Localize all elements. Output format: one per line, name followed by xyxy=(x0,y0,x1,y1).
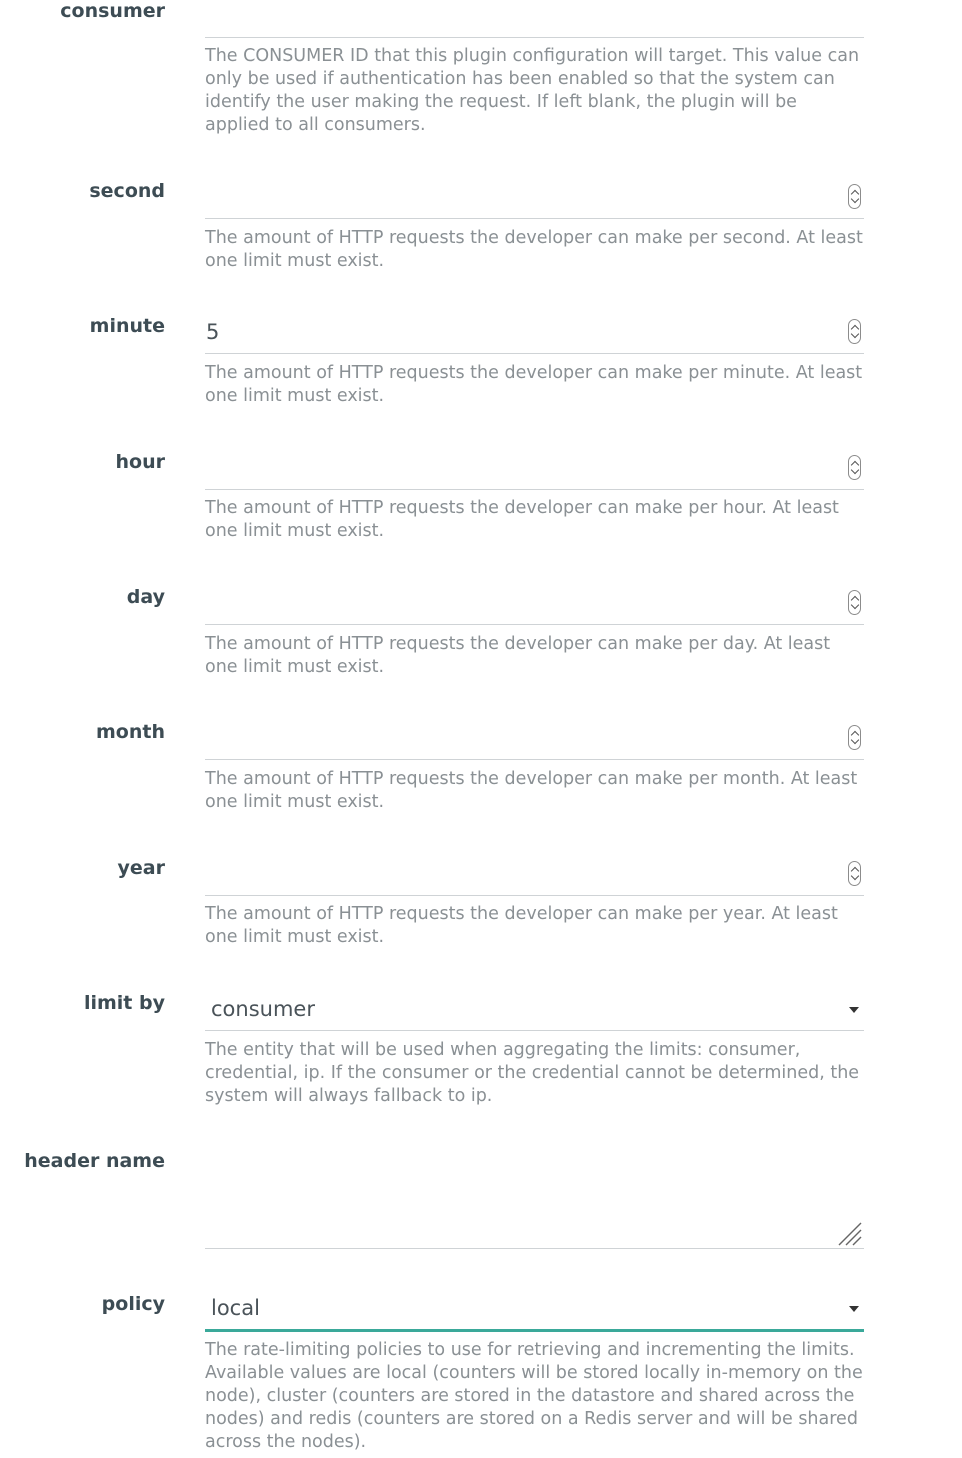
hour-spinner[interactable] xyxy=(848,455,861,480)
month-label: month xyxy=(96,721,165,743)
second-label: second xyxy=(89,180,165,202)
hour-input[interactable] xyxy=(205,443,864,490)
hour-label: hour xyxy=(115,451,165,473)
second-input[interactable] xyxy=(205,172,864,219)
caret-down-icon xyxy=(849,1007,859,1013)
policy-select[interactable] xyxy=(205,1284,864,1332)
consumer-label: consumer xyxy=(60,0,165,22)
chevron-down-icon xyxy=(851,601,859,609)
year-input[interactable] xyxy=(205,849,864,896)
year-help: The amount of HTTP requests the developer can make per year. At least one limit must exist. xyxy=(205,904,838,947)
header-name-label: header name xyxy=(24,1150,165,1172)
month-spinner[interactable] xyxy=(848,725,861,750)
second-spinner[interactable] xyxy=(848,184,861,209)
day-help: The amount of HTTP requests the developer can make per day. At least one limit must exist. xyxy=(205,634,831,677)
policy-help: The rate-limiting policies to use for retrieving and incrementing the limits. Available values are local (counters will be stored locally in-memory on the node), cluster (counters are stored in the datastore and shared across the nodes) and redis (counters are stored on a Redis server and will be shared across the nodes). xyxy=(205,1340,863,1452)
policy-label: policy xyxy=(101,1293,165,1315)
day-label: day xyxy=(126,586,165,608)
chevron-down-icon xyxy=(851,195,859,203)
limit-by-select[interactable] xyxy=(205,984,864,1031)
month-help: The amount of HTTP requests the developer can make per month. At least one limit must exist. xyxy=(205,769,858,812)
hour-help: The amount of HTTP requests the developer can make per hour. At least one limit must exist. xyxy=(205,498,839,541)
day-input[interactable] xyxy=(205,578,864,625)
limit-by-label: limit by xyxy=(83,992,165,1014)
year-spinner[interactable] xyxy=(848,861,861,886)
day-spinner[interactable] xyxy=(848,590,861,615)
minute-label: minute xyxy=(89,315,165,337)
header-name-textarea[interactable] xyxy=(205,1142,864,1249)
limit-by-help: The entity that will be used when aggregating the limits: consumer, credential, ip. If the consumer or the credential cannot be determined, the system will always fallback to ip. xyxy=(205,1040,860,1106)
resize-handle-icon[interactable] xyxy=(836,1220,862,1246)
limit-by-value: consumer xyxy=(211,997,315,1021)
chevron-down-icon xyxy=(851,736,859,744)
consumer-help: The CONSUMER ID that this plugin configuration will target. This value can only be used if authentication has been enabled so that the system can identify the user making the request. If left blank, the plugin will be applied to all consumers. xyxy=(205,46,860,135)
minute-value: 5 xyxy=(206,320,220,344)
chevron-down-icon xyxy=(851,330,859,338)
caret-down-icon xyxy=(849,1306,859,1312)
policy-value: local xyxy=(211,1296,260,1320)
month-input[interactable] xyxy=(205,713,864,760)
minute-help: The amount of HTTP requests the developer can make per minute. At least one limit must exist. xyxy=(205,363,863,406)
consumer-input[interactable] xyxy=(205,0,864,38)
minute-input[interactable] xyxy=(205,307,864,354)
minute-spinner[interactable] xyxy=(848,319,861,344)
second-help: The amount of HTTP requests the developer can make per second. At least one limit must exist. xyxy=(205,228,863,271)
year-label: year xyxy=(117,857,165,879)
chevron-down-icon xyxy=(851,466,859,474)
chevron-down-icon xyxy=(851,872,859,880)
